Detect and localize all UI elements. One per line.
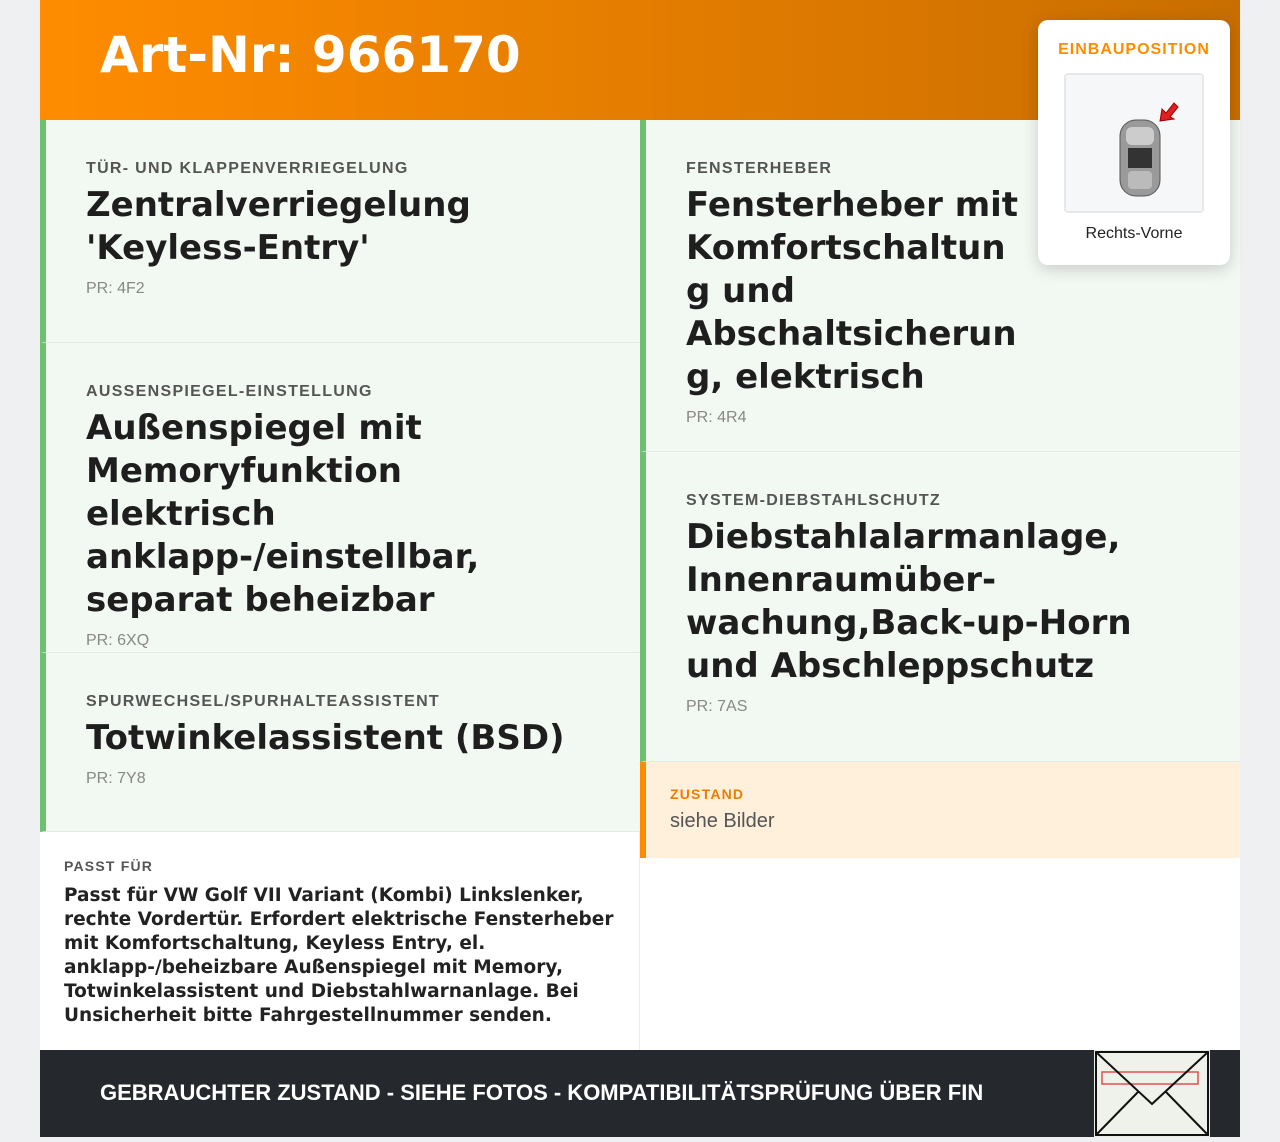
feature-category: TÜR- UND KLAPPENVERRIEGELUNG <box>86 160 409 177</box>
feature-card <box>640 452 1240 762</box>
feature-pr: PR: 4F2 <box>86 280 145 297</box>
feature-category: SPURWECHSEL/SPURHALTEASSISTENT <box>86 693 440 710</box>
feature-category: FENSTERHEBER <box>686 160 833 177</box>
vin-envelope-image <box>1094 1050 1210 1137</box>
compatibility-box <box>40 832 640 1050</box>
feature-card <box>40 653 640 832</box>
mounting-position-value: Rechts-Vorne <box>1085 225 1183 242</box>
mounting-position-label: EINBAUPOSITION <box>1058 41 1210 58</box>
feature-category: SYSTEM-DIEBSTAHLSCHUTZ <box>686 492 941 509</box>
feature-title: Totwinkelassistent (BSD) <box>86 718 565 758</box>
car-position-image <box>1064 73 1204 213</box>
feature-pr: PR: 7AS <box>686 698 748 715</box>
condition-box <box>640 762 1240 858</box>
compatibility-label: PASST FÜR <box>64 858 154 874</box>
feature-card <box>40 120 640 343</box>
feature-title: Fensterheber mit Komfortschaltung und Abschaltsicherung, elektrisch <box>686 185 1019 397</box>
compatibility-text: Passt für VW Golf VII Variant (Kombi) Linkslenker, rechte Vordertür. Erfordert elektrische Fensterheber mit Komfortschaltung, Keyless Entry, el. anklapp-/beheizbare Außenspiegel mit Memory, Totwinkelassistent und Diebstahlwarnanlage. Bei Unsicherheit bitte Fahrgestellnummer senden. <box>64 885 614 1026</box>
condition-value: siehe Bilder <box>670 810 775 832</box>
feature-pr: PR: 7Y8 <box>86 770 146 787</box>
article-number: Art-Nr: 966170 <box>100 26 521 84</box>
feature-card <box>40 343 640 653</box>
left-column <box>40 120 640 832</box>
condition-label: ZUSTAND <box>670 786 745 802</box>
mounting-position-card <box>1038 20 1230 265</box>
feature-category: AUSSENSPIEGEL-EINSTELLUNG <box>86 383 373 400</box>
footer-banner <box>40 1050 1240 1137</box>
feature-title: Zentralverriegelung 'Keyless-Entry' <box>86 185 471 268</box>
footer-text: GEBRAUCHTER ZUSTAND - SIEHE FOTOS - KOMPATIBILITÄTSPRÜFUNG ÜBER FIN <box>100 1080 984 1105</box>
feature-pr: PR: 4R4 <box>686 409 747 426</box>
feature-title: Außenspiegel mit Memoryfunktion elektrisch anklapp-/einstellbar, separat beheizbar <box>86 408 480 620</box>
feature-pr: PR: 6XQ <box>86 632 150 649</box>
feature-title: Diebstahlalarmanlage, Innenraumüber-wachung,Back-up-Horn und Abschleppschutz <box>686 517 1132 686</box>
